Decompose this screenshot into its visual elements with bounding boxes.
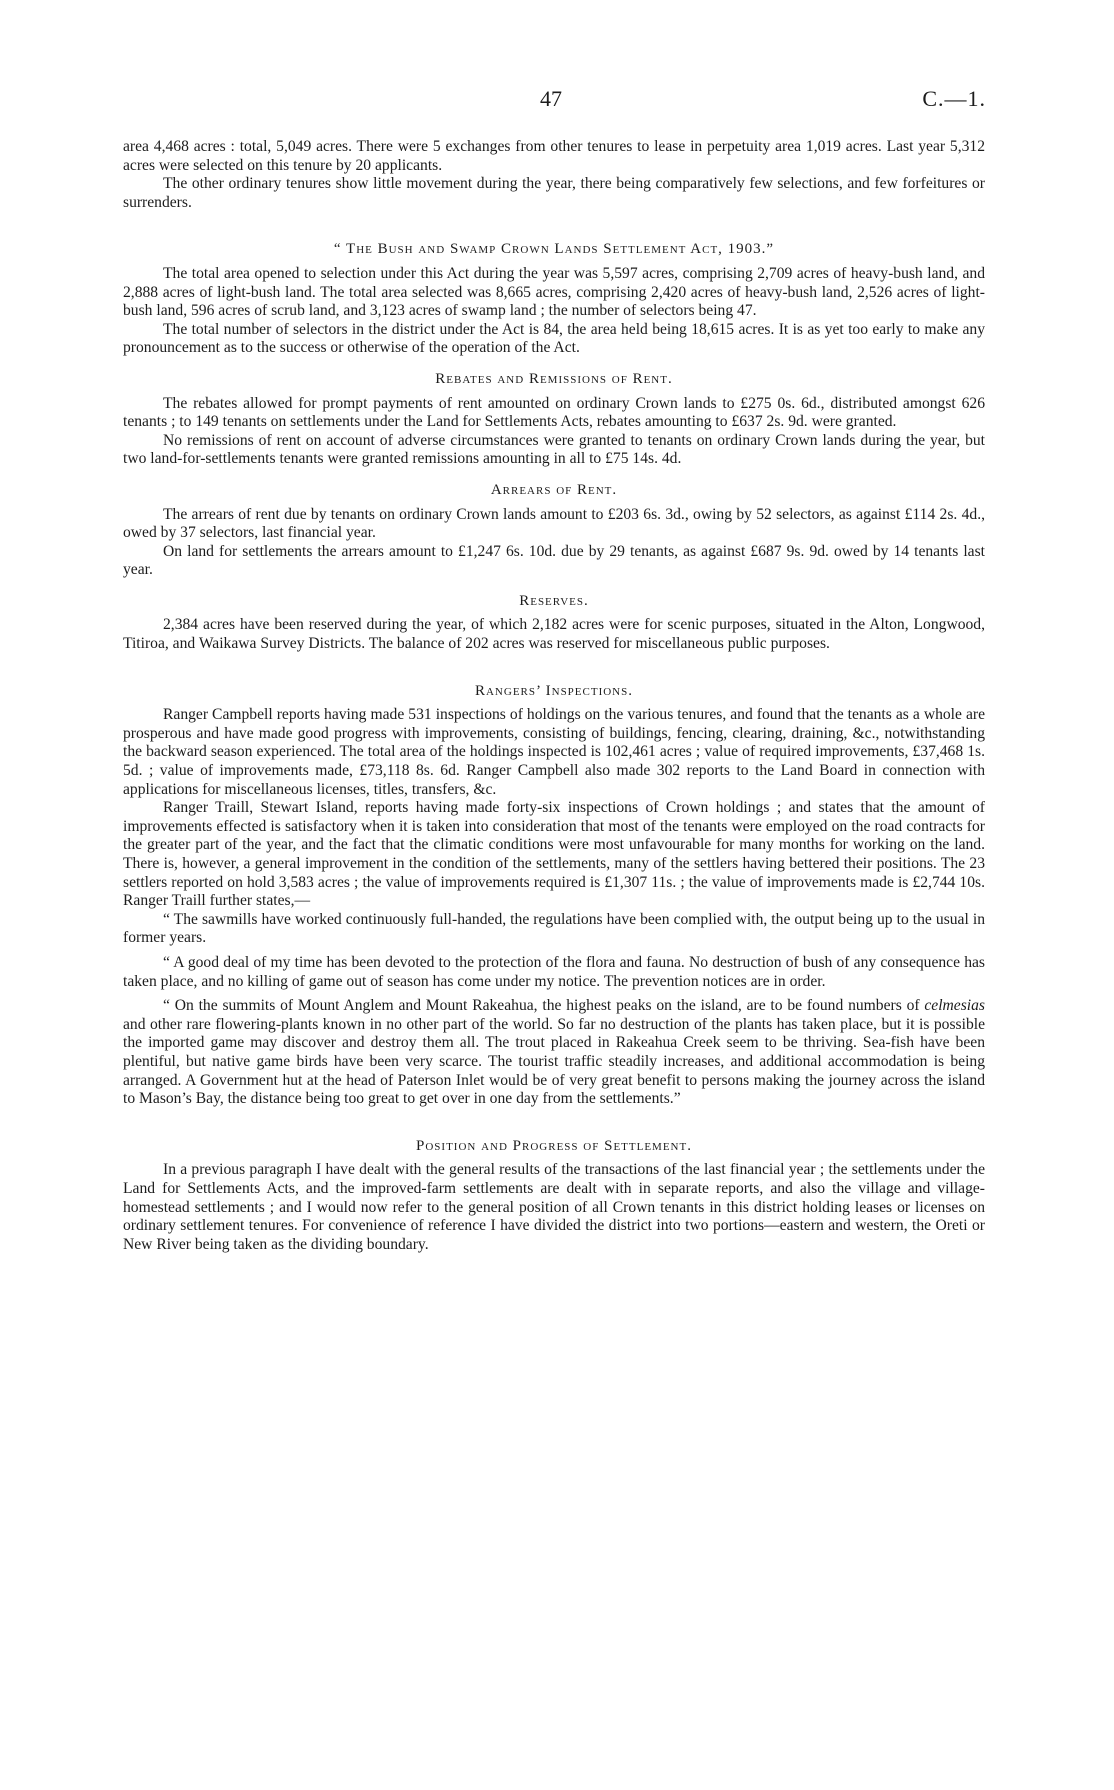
page-header: [0, 86, 1114, 116]
section-heading-reserves: Reserves.: [519, 592, 589, 609]
paragraph: The rebates allowed for prompt payments of rent amounted on ordinary Crown lands to £275 0s. 6d., distributed amongst 626 tenants ; to 149 tenants on settlements under the Land for Settlements Acts, rebates amounting to £637 2s. 9d. were granted.: [123, 394, 985, 431]
section-heading-rangers-inspections: Rangers’ Inspections.: [474, 682, 633, 699]
paragraph: Ranger Traill, Stewart Island, reports having made forty-six inspections of Crown holdings ; and states that the amount of improvements effected is satisfactory when it is taken into consideration that most of the tenants were employed on the road contracts for the greater part of the year, and the fact that the climatic conditions were most unfavourable for many months for working on the land. There is, however, a general improvement in the condition of the settlements, many of the settlers having bettered their positions. The 23 settlers reported on hold 3,583 acres ; the value of improvements required is £1,307 11s. ; the value of improvements made is £2,744 10s. Ranger Traill further states,—: [123, 799, 985, 910]
quote-text: and other rare flowering-plants known in no other part of the world. So far no destruction of the plants has taken place, but it is possible the imported game may discover and destroy them all. The trout placed in Rakeahua Creek seem to be thriving. Sea-fish have been plentiful, but native game birds have been very scarce. The tourist traffic steadily increases, and additional accommodation is being arranged. A Government hut at the head of Paterson Inlet would be of very great benefit to persons making the journey across the island to Mason’s Bay, the distance being too great to get over in one day from the settlements.”: [123, 1015, 985, 1108]
paragraph: No remissions of rent on account of adverse circumstances were granted to tenants on ordinary Crown lands during the year, but two land-for-settlements tenants were granted remissions amounting in all to £75 14s. 4d.: [123, 431, 985, 468]
paragraph: area 4,468 acres : total, 5,049 acres. There were 5 exchanges from other tenures to lease in perpetuity area 1,019 acres. Last year 5,312 acres were selected on this tenure by 20 applicants.: [123, 138, 985, 174]
section-heading-rebates: Rebates and Remissions of Rent.: [435, 370, 673, 387]
paragraph: In a previous paragraph I have dealt with the general results of the transactions of the last financial year ; the settlements under the Land for Settlements Acts, and the improved-farm settlements are dealt with in separate reports, and also the village and village-homestead settlements ; and I would now refer to the general position of all Crown tenants in this district holding leases or licenses on ordinary settlement tenures. For convenience of reference I have divided the district into two portions—eastern and western, the Oreti or New River being taken as the dividing boundary.: [123, 1161, 985, 1253]
section-heading-arrears: Arrears of Rent.: [490, 481, 618, 498]
quote-paragraph: [123, 997, 985, 1109]
paragraph: The total area opened to selection under this Act during the year was 5,597 acres, comprising 2,709 acres of heavy-bush land, and 2,888 acres of light-bush land. The total area selected was 8,665 acres, comprising 2,420 acres of heavy-bush land, 2,526 acres of light-bush land, 596 acres of scrub land, and 3,123 acres of swamp land ; the number of selectors being 47.: [123, 264, 985, 320]
document-reference: C.—1.: [922, 86, 986, 111]
paragraph: The total number of selectors in the district under the Act is 84, the area held being 18,615 acres. It is as yet too early to make any pronouncement as to the success or otherwise of the operation of the Act.: [123, 320, 985, 357]
section-heading-bush-swamp-act: “ The Bush and Swamp Crown Lands Settlement Act, 1903.”: [333, 241, 775, 258]
quote-paragraph: “ The sawmills have worked continuously full-handed, the regulations have been complied with, the output being up to the usual in former years.: [123, 910, 985, 947]
page-number: 47: [540, 86, 562, 111]
paragraph: The other ordinary tenures show little movement during the year, there being comparatively few selections, and few forfeitures or surrenders.: [123, 175, 985, 211]
paragraph: Ranger Campbell reports having made 531 inspections of holdings on the various tenures, and found that the tenants as a whole are prosperous and have made good progress with improvements, consisting of buildings, fencing, clearing, draining, &c., notwithstanding the backward season experienced. The total area of the holdings inspected is 102,461 acres ; value of required improvements, £37,468 1s. 5d. ; value of improvements made, £73,118 8s. 6d. Ranger Campbell also made 302 reports to the Land Board in connection with applications for miscellaneous licenses, titles, transfers, &c.: [123, 706, 985, 798]
section-heading-position-progress: Position and Progress of Settlement.: [416, 1137, 692, 1154]
quote-paragraph: “ A good deal of my time has been devoted to the protection of the flora and fauna. No destruction of bush of any consequence has taken place, and no killing of game out of season has come under my notice. The prevention notices are in order.: [123, 953, 985, 990]
quote-text: “ On the summits of Mount Anglem and Mount Rakeahua, the highest peaks on the island, are to be found numbers of: [163, 997, 925, 1015]
paragraph: The arrears of rent due by tenants on ordinary Crown lands amount to £203 6s. 3d., owing by 52 selectors, as against £114 2s. 4d., owed by 37 selectors, last financial year.: [123, 505, 985, 542]
paragraph: On land for settlements the arrears amount to £1,247 6s. 10d. due by 29 tenants, as against £687 9s. 9d. owed by 14 tenants last year.: [123, 542, 985, 579]
italic-term: celmesias: [924, 997, 985, 1015]
document-body: [123, 138, 985, 1254]
paragraph: 2,384 acres have been reserved during the year, of which 2,182 acres were for scenic purposes, situated in the Alton, Longwood, Titiroa, and Waikawa Survey Districts. The balance of 202 acres was reserved for miscellaneous public purposes.: [123, 616, 985, 653]
